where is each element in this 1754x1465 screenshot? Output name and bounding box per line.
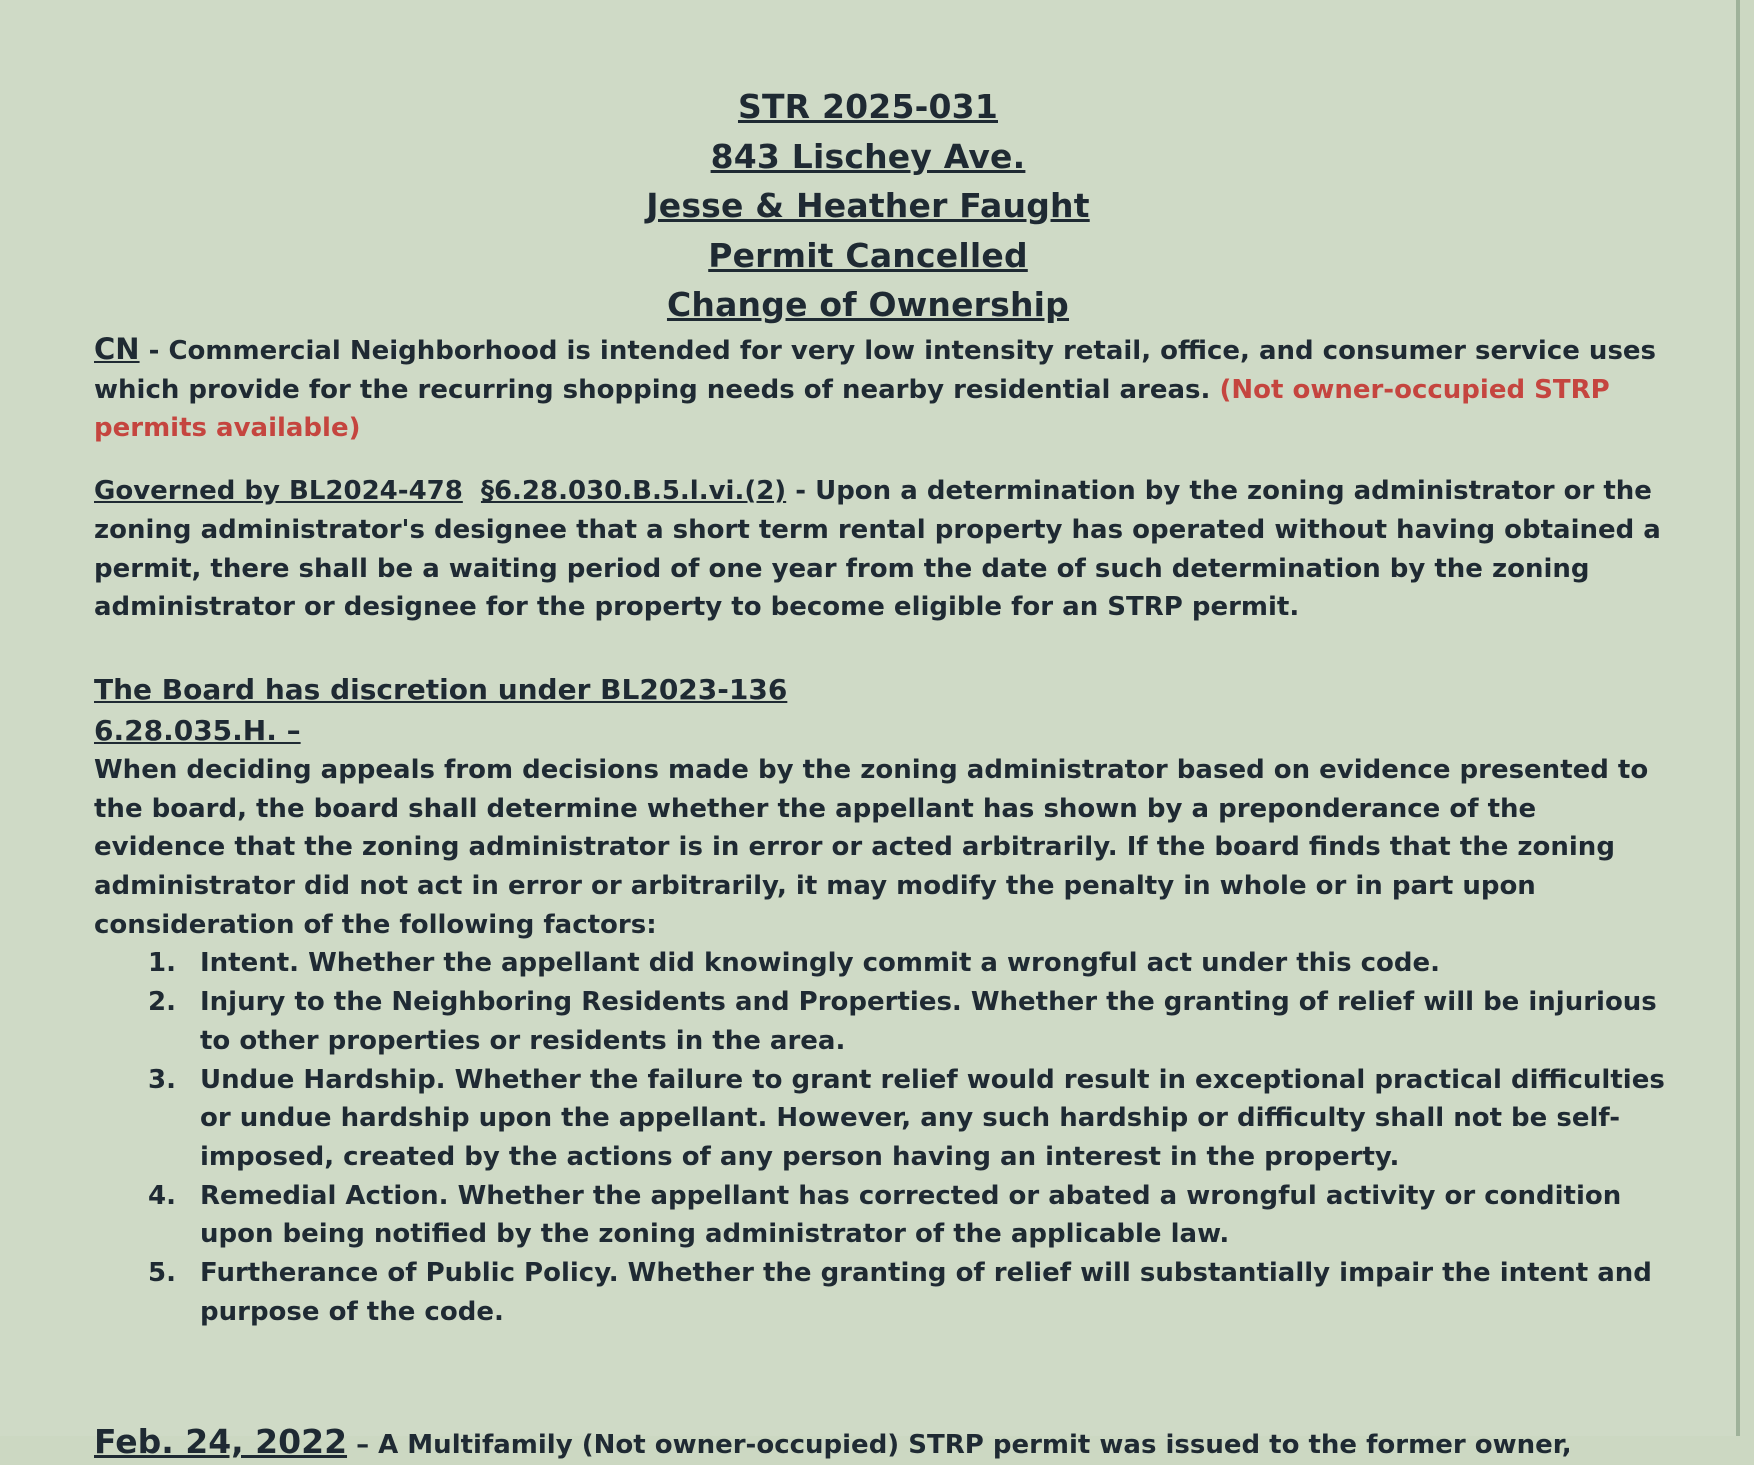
zoning-description: - Commercial Neighborhood is intended for very low intensity retail, office, and consumer service uses which provide for the recurring shopping needs of nearby residential areas. [94, 336, 1657, 405]
spacer [94, 448, 1674, 472]
timeline-date: Feb. 24, 2022 [94, 1422, 348, 1462]
board-section-reference: 6.28.035.H. – [94, 713, 301, 747]
governed-paragraph [94, 472, 1674, 627]
timeline-entry [94, 1423, 1674, 1465]
factor-number: 4. [148, 1180, 176, 1211]
permit-status: Permit Cancelled [708, 235, 1028, 275]
spacer [94, 1331, 1674, 1423]
property-address: 843 Lischey Ave. [710, 136, 1026, 176]
governing-law: Governed by BL2024-478 [94, 476, 463, 507]
list-item [94, 944, 1674, 983]
list-item [94, 983, 1674, 1060]
factor-list [94, 944, 1674, 1331]
factor-text: Remedial Action. Whether the appellant has corrected or abated a wrongful activity or condition upon being notified by the zoning administrator of the applicable law. [200, 1180, 1622, 1250]
document-content [94, 330, 1674, 1465]
list-item [94, 1061, 1674, 1177]
list-item [94, 1177, 1674, 1254]
factor-text: Furtherance of Public Policy. Whether the granting of relief will substantially impair the intent and purpose of the code. [200, 1258, 1652, 1327]
factor-text: Intent. Whether the appellant did knowingly commit a wrongful act under this code. [200, 948, 1440, 979]
timeline-text: – A Multifamily (Not owner-occupied) STRP permit was issued to the former owner, [347, 1430, 1572, 1461]
board-intro: When deciding appeals from decisions made by the zoning administrator based on evidence presented to the board, the board shall determine whether the appellant has shown by a preponderance of the evidence that the zoning administrator is in error or acted arbitrarily. If the board finds that the zoning administrator did not act in error or arbitrarily, it may modify the penalty in whole or in part upon consideration of the following factors: [94, 754, 1649, 940]
factor-number: 5. [148, 1258, 176, 1289]
zoning-note: (Not owner-occupied STRP permits available) [94, 374, 1610, 444]
spacer [94, 627, 1674, 669]
zoning-paragraph [94, 330, 1674, 448]
zoning-code: CN [94, 332, 140, 366]
factor-number: 2. [148, 987, 176, 1018]
list-item [94, 1254, 1674, 1331]
factor-text: Injury to the Neighboring Residents and Properties. Whether the granting of relief will be injurious to other properties or residents in the area. [200, 987, 1657, 1056]
governing-section: §6.28.030.B.5.l.vi.(2) [480, 476, 787, 507]
factor-number: 3. [148, 1064, 176, 1095]
factor-text: Undue Hardship. Whether the failure to grant relief would result in exceptional practical difficulties or undue hardship upon the appellant. However, any such hardship or difficulty shall not be self-imposed, created by the actions of any person having an interest in the property. [200, 1064, 1665, 1172]
document-header [0, 82, 1736, 330]
case-reason: Change of Ownership [666, 285, 1070, 324]
owner-names: Jesse & Heather Faught [646, 186, 1090, 225]
governed-text: - Upon a determination by the zoning administrator or the zoning administrator's designee that a short term rental property has operated without having obtained a permit, there shall be a waiting period of one year from the date of such determination by the zoning administrator or designee for the property to become eligible for an STRP permit. [94, 476, 1661, 623]
board-discretion-title: The Board has discretion under BL2023-136 [94, 672, 788, 706]
case-number: STR 2025-031 [737, 87, 998, 126]
factor-number: 1. [148, 948, 176, 979]
